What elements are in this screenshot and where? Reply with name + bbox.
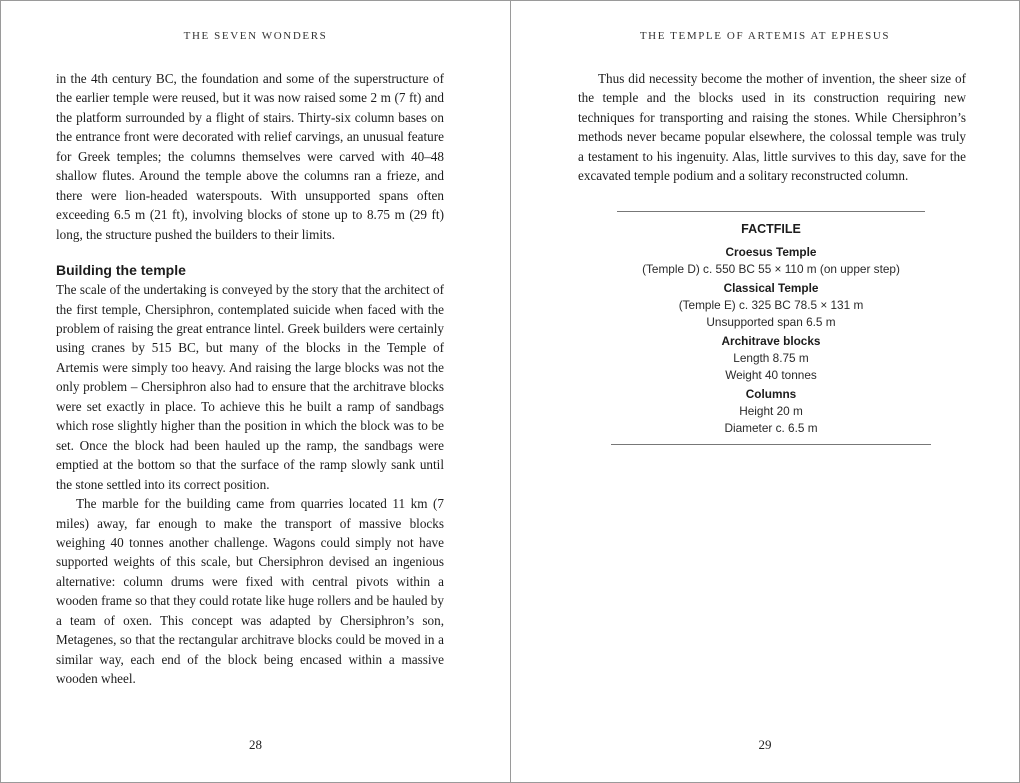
factfile-columns-line2: Diameter c. 6.5 m <box>724 421 818 435</box>
section-heading: Building the temple <box>56 262 186 279</box>
factfile-croesus-line1: (Temple D) c. 550 BC 55 × 110 m (on upper step) <box>642 262 900 276</box>
factfile-classical-heading: Classical Temple <box>723 281 819 295</box>
page-number-left: 28 <box>249 737 262 752</box>
running-head-right: THE TEMPLE OF ARTEMIS AT EPHESUS <box>639 30 891 42</box>
factfile-bottom-rule <box>611 444 931 445</box>
left-paragraph-2: The scale of the undertaking is conveyed by the story that the architect of the first temple, Chersiphron, contemplated suicide when faced with the problem of raising the great entrance lintel. Greek builders were certainly using cranes by 515 BC, but many of the blocks in the Temple of Artemis were simply too heavy. And raising the large blocks was not the only problem – Chersiphron also had to ensure that the architrave blocks were set exactly in place. To achieve this he built a ramp of sandbags which rose slightly higher than the position in which the block was to be set. Once the block had been hauled up the ramp, the sandbags were emptied at the bottom so that the surface of the ramp slowly sank until the stone settled into its correct position. <box>56 282 444 492</box>
right-body-text <box>578 69 966 186</box>
left-body-text <box>56 69 444 689</box>
left-paragraph-1: in the 4th century BC, the foundation and some of the superstructure of the earlier temple were reused, but it was now raised some 2 m (7 ft) and the platform surrounded by a flight of stairs. Thirty-six column bases on the entrance front were decorated with relief carvings, an unusual feature for Greek temples; the columns themselves were carved with 40–48 shallow flutes. Around the temple above the columns ran a frieze, and there were lion-headed waterspouts. With unsupported spans often exceeding 6.5 m (21 ft), involving blocks of stone up to 8.75 m (29 ft) long, the structure pushed the builders to their limits. <box>56 71 444 242</box>
left-paragraph-3: The marble for the building came from quarries located 11 km (7 miles) away, far enough to make the transport of massive blocks weighing 40 tonnes another challenge. Wagons could simply not have supported weights of this scale, but Chersiphron devised an ingenious alternative: column drums were fixed with central pivots within a wooden frame so that they could rotate like huge rollers and be hauled by a team of oxen. This concept was adapted by Chersiphron’s son, Metagenes, so that the rectangular architrave blocks could be moved in a similar way, each end of the block being encased within a massive wooden wheel. <box>56 496 444 687</box>
page-number-right: 29 <box>758 737 772 752</box>
factfile-columns-heading: Columns <box>745 387 797 401</box>
factfile-architrave-line1: Length 8.75 m <box>733 351 809 365</box>
right-page <box>510 0 1020 783</box>
running-head-left: THE SEVEN WONDERS <box>183 30 328 42</box>
factfile-classical-line1: (Temple E) c. 325 BC 78.5 × 131 m <box>678 298 864 312</box>
factfile-title: FACTFILE <box>741 222 801 236</box>
factfile-croesus-heading: Croesus Temple <box>725 245 817 259</box>
factfile-architrave-heading: Architrave blocks <box>721 334 821 348</box>
factfile-classical-line2: Unsupported span 6.5 m <box>706 315 836 329</box>
right-paragraph-1: Thus did necessity become the mother of invention, the sheer size of the temple and the blocks used in its construction requiring new techniques for transporting and raising the stones. While Chersiphron’s methods never became popular elsewhere, the colossal temple was truly a testament to his ingenuity. Alas, little survives to this day, save for the excavated temple podium and a solitary reconstructed column. <box>578 71 966 184</box>
factfile-columns-line1: Height 20 m <box>739 404 803 418</box>
factfile-box <box>611 211 931 445</box>
factfile-architrave-line2: Weight 40 tonnes <box>725 368 817 382</box>
factfile-top-rule <box>617 211 925 212</box>
